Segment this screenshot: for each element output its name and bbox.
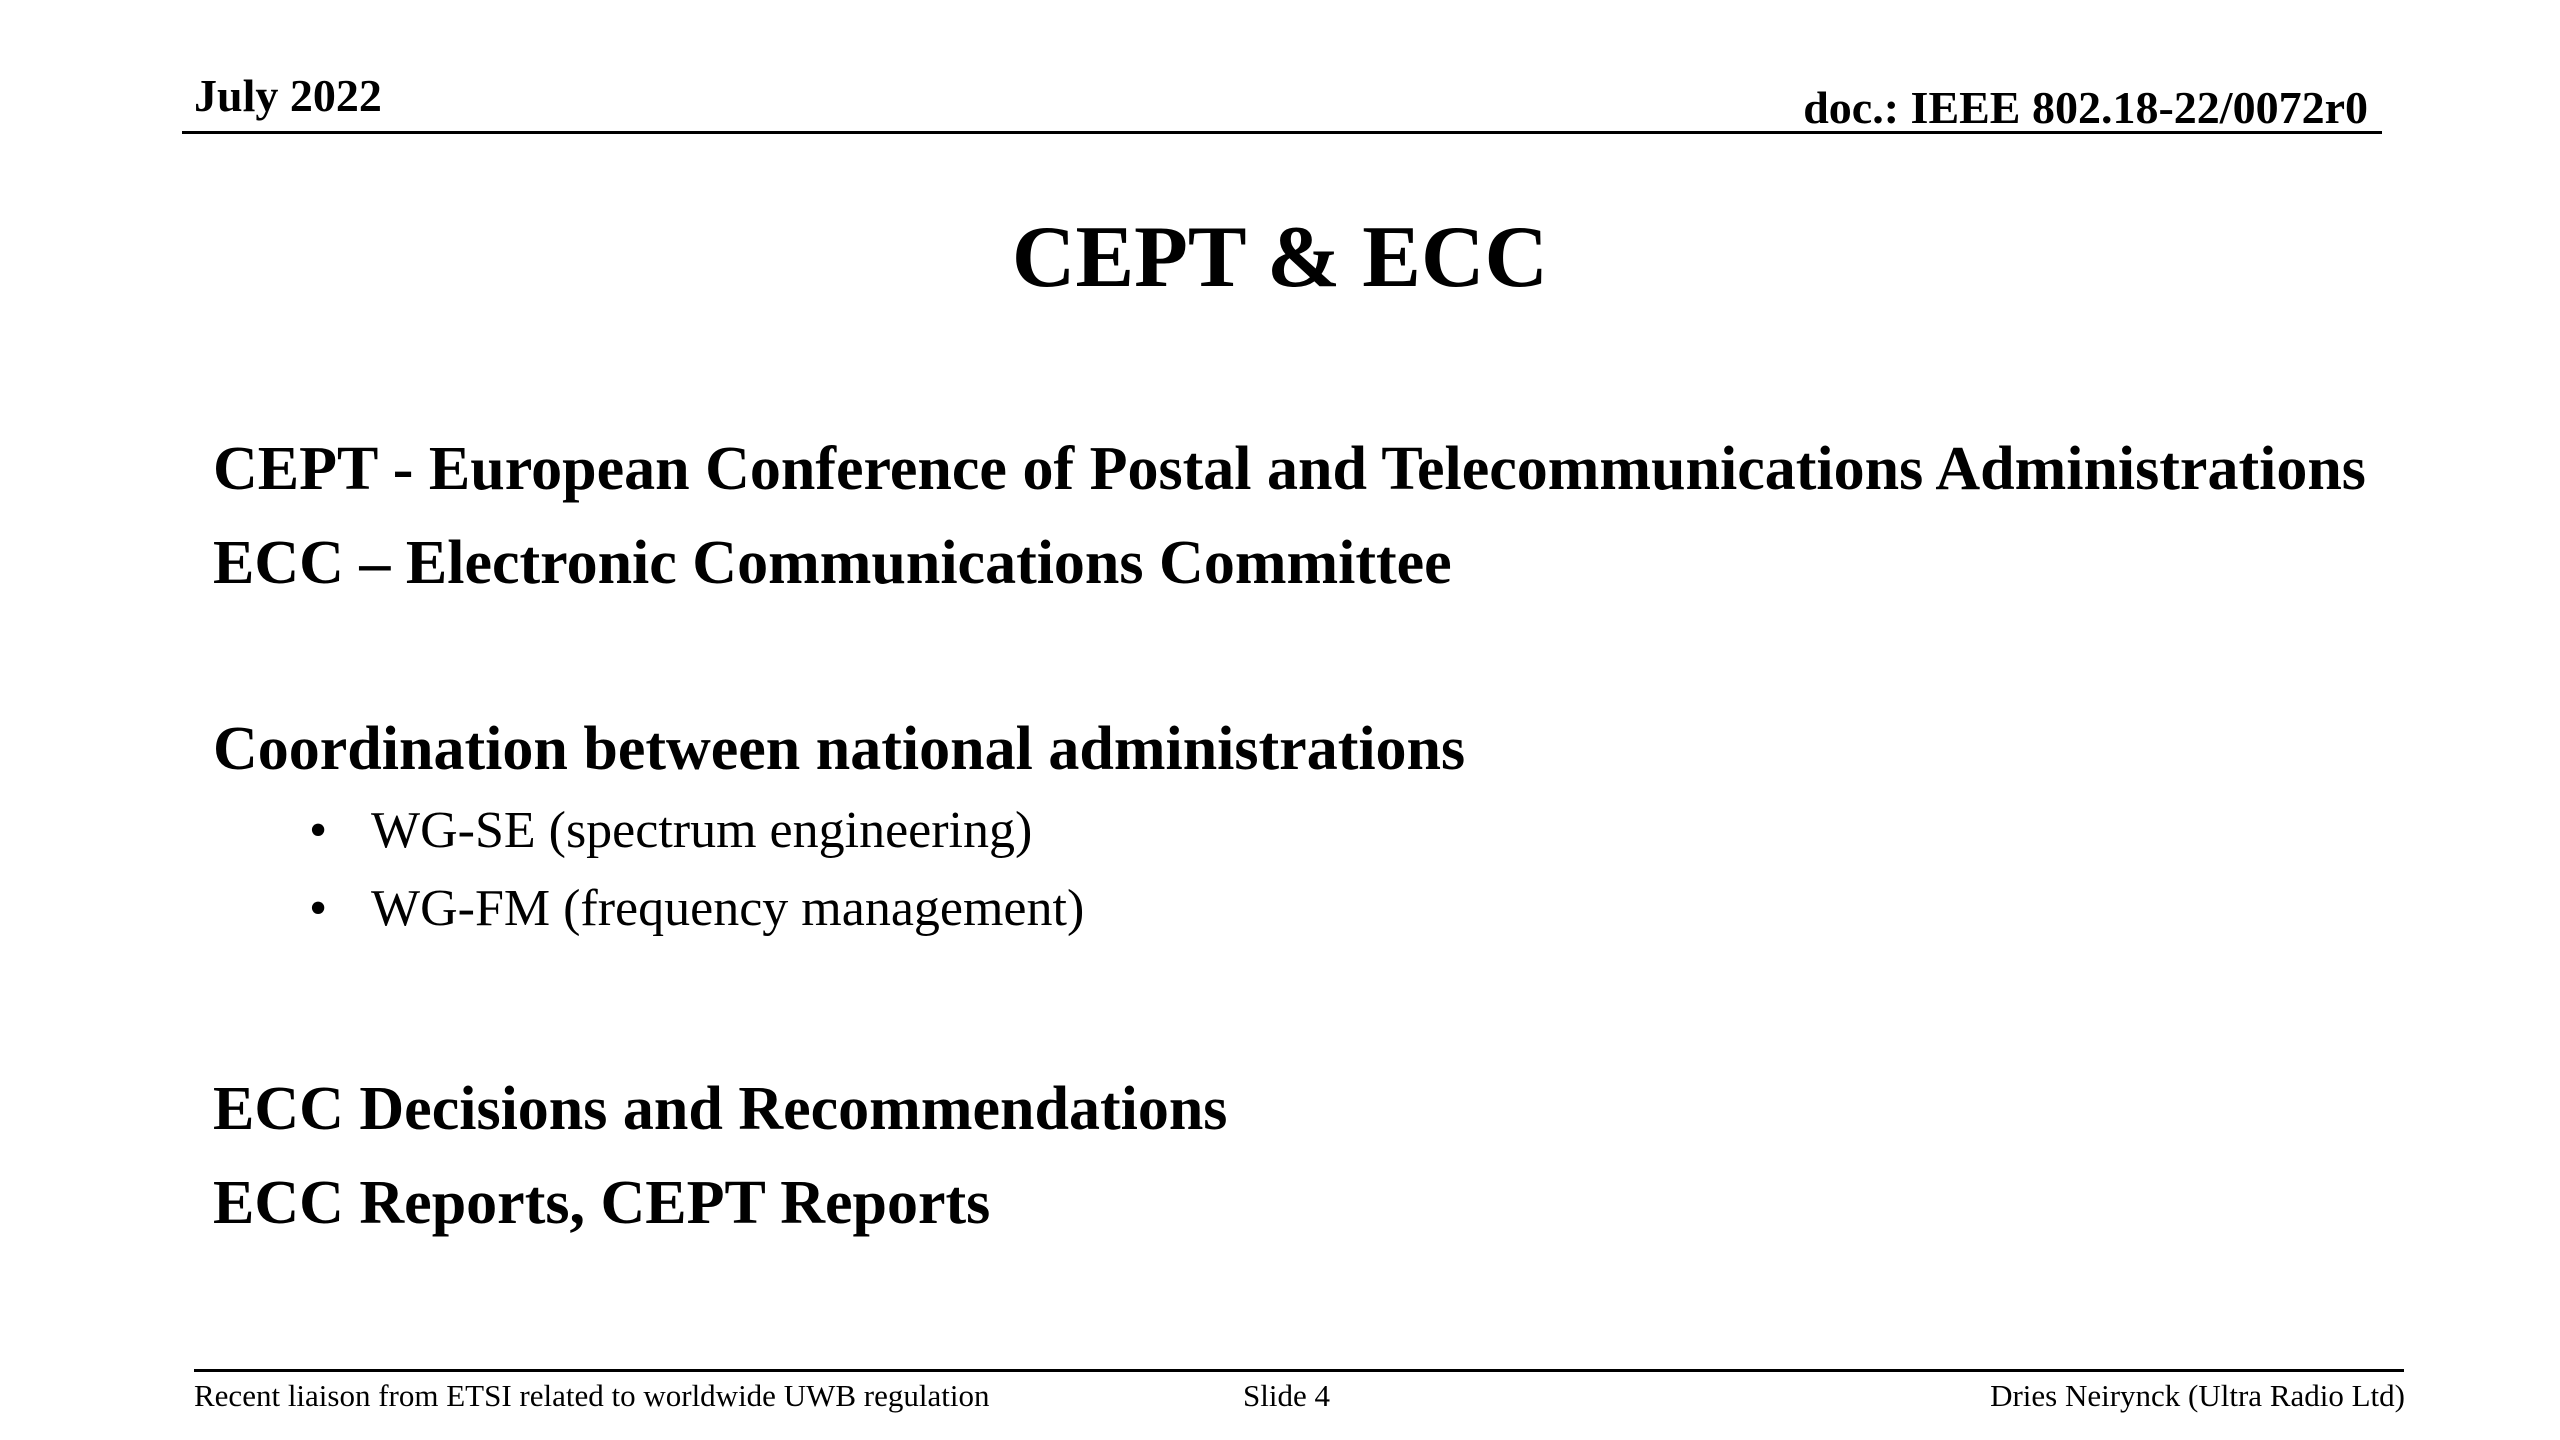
header-date: July 2022 (194, 70, 382, 121)
bullet-cept: CEPT - European Conference of Postal and Telecommunications Administrations (213, 435, 2366, 503)
bullet-dot: • (309, 880, 328, 937)
bullet-ecc: ECC – Electronic Communications Committee (213, 529, 1452, 597)
header-divider (182, 131, 2382, 134)
bullet-ecc-reports: ECC Reports, CEPT Reports (213, 1169, 991, 1237)
sub-bullet-text: WG-SE (spectrum engineering) (371, 802, 1033, 859)
bullet-ecc-decisions: ECC Decisions and Recommendations (213, 1075, 1228, 1143)
footer-author: Dries Neirynck (Ultra Radio Ltd) (1990, 1378, 2405, 1413)
slide-body (213, 430, 2413, 1242)
footer-left-text: Recent liaison from ETSI related to worldwide UWB regulation (194, 1378, 990, 1413)
sub-bullet-text: WG-FM (frequency management) (371, 880, 1085, 937)
sub-bullet-wg-se (213, 792, 2413, 870)
header-doc-id: doc.: IEEE 802.18-22/0072r0 (1803, 82, 2368, 133)
sub-bullet-wg-fm (213, 870, 2413, 948)
footer-divider (194, 1369, 2404, 1372)
footer-slide-number: Slide 4 (1243, 1378, 1330, 1413)
bullet-dot: • (309, 802, 328, 859)
slide-title: CEPT & ECC (1011, 209, 1549, 306)
bullet-coordination: Coordination between national administrations (213, 715, 1466, 783)
